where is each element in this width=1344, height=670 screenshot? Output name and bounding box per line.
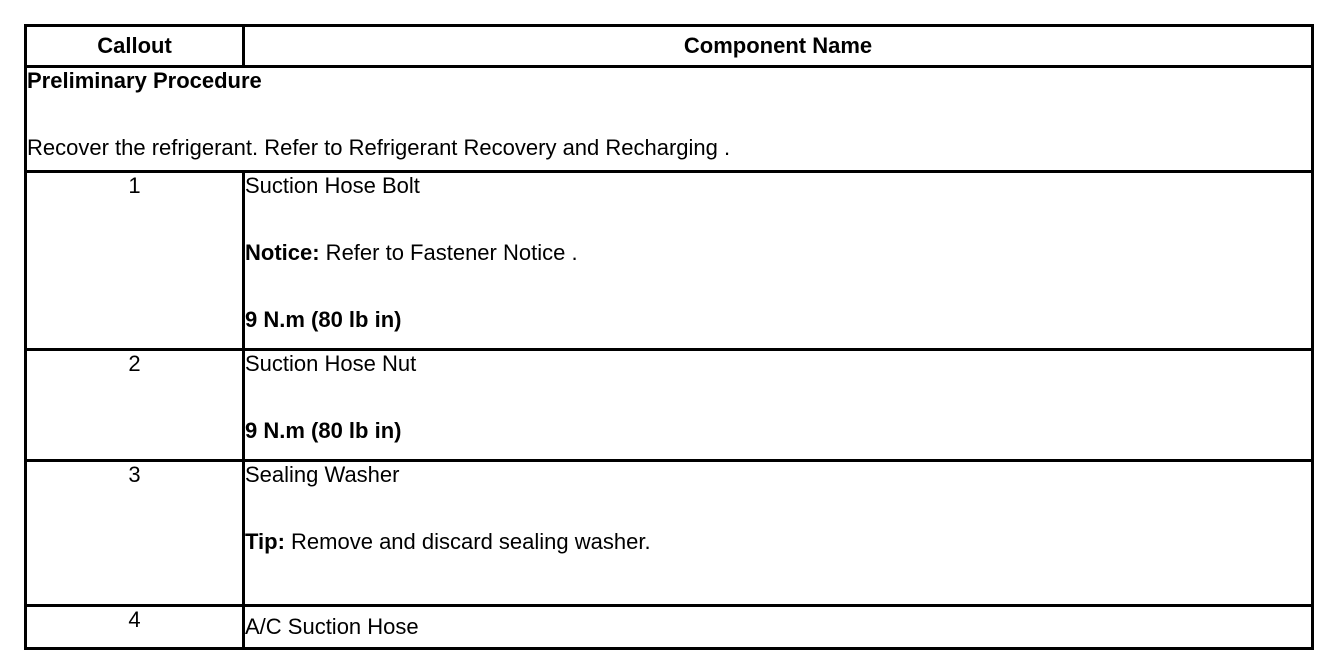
callout-number: 2 (26, 350, 244, 461)
callout-number: 1 (26, 172, 244, 350)
component-name: Suction Hose Bolt (245, 173, 420, 198)
table-row (26, 350, 1313, 461)
component-name: Suction Hose Nut (245, 351, 417, 376)
header-callout: Callout (26, 26, 244, 67)
preliminary-row (26, 67, 1313, 172)
notice-text: Refer to Fastener Notice . (319, 240, 578, 265)
component-name: Sealing Washer (245, 462, 400, 487)
preliminary-text: Recover the refrigerant. Refer to Refrigerant Recovery and Recharging . (27, 135, 731, 160)
component-cell (244, 350, 1313, 461)
header-component-name: Component Name (244, 26, 1313, 67)
document-page (24, 24, 1311, 650)
callout-number: 3 (26, 461, 244, 606)
torque-spec: 9 N.m (80 lb in) (245, 418, 402, 443)
table-row (26, 461, 1313, 606)
callout-number: 4 (26, 606, 244, 649)
preliminary-title: Preliminary Procedure (27, 68, 262, 93)
component-name: A/C Suction Hose (245, 614, 419, 639)
notice-line (245, 240, 1311, 266)
component-cell (244, 606, 1313, 649)
table-header-row (26, 26, 1313, 67)
table-row (26, 606, 1313, 649)
tip-label: Tip: (245, 529, 285, 554)
component-cell (244, 172, 1313, 350)
torque-spec: 9 N.m (80 lb in) (245, 307, 402, 332)
tip-line (245, 529, 1311, 555)
notice-label: Notice: (245, 240, 320, 265)
tip-text: Remove and discard sealing washer. (284, 529, 651, 554)
preliminary-cell (26, 67, 1313, 172)
table-row (26, 172, 1313, 350)
callout-table (24, 24, 1314, 650)
component-cell (244, 461, 1313, 606)
